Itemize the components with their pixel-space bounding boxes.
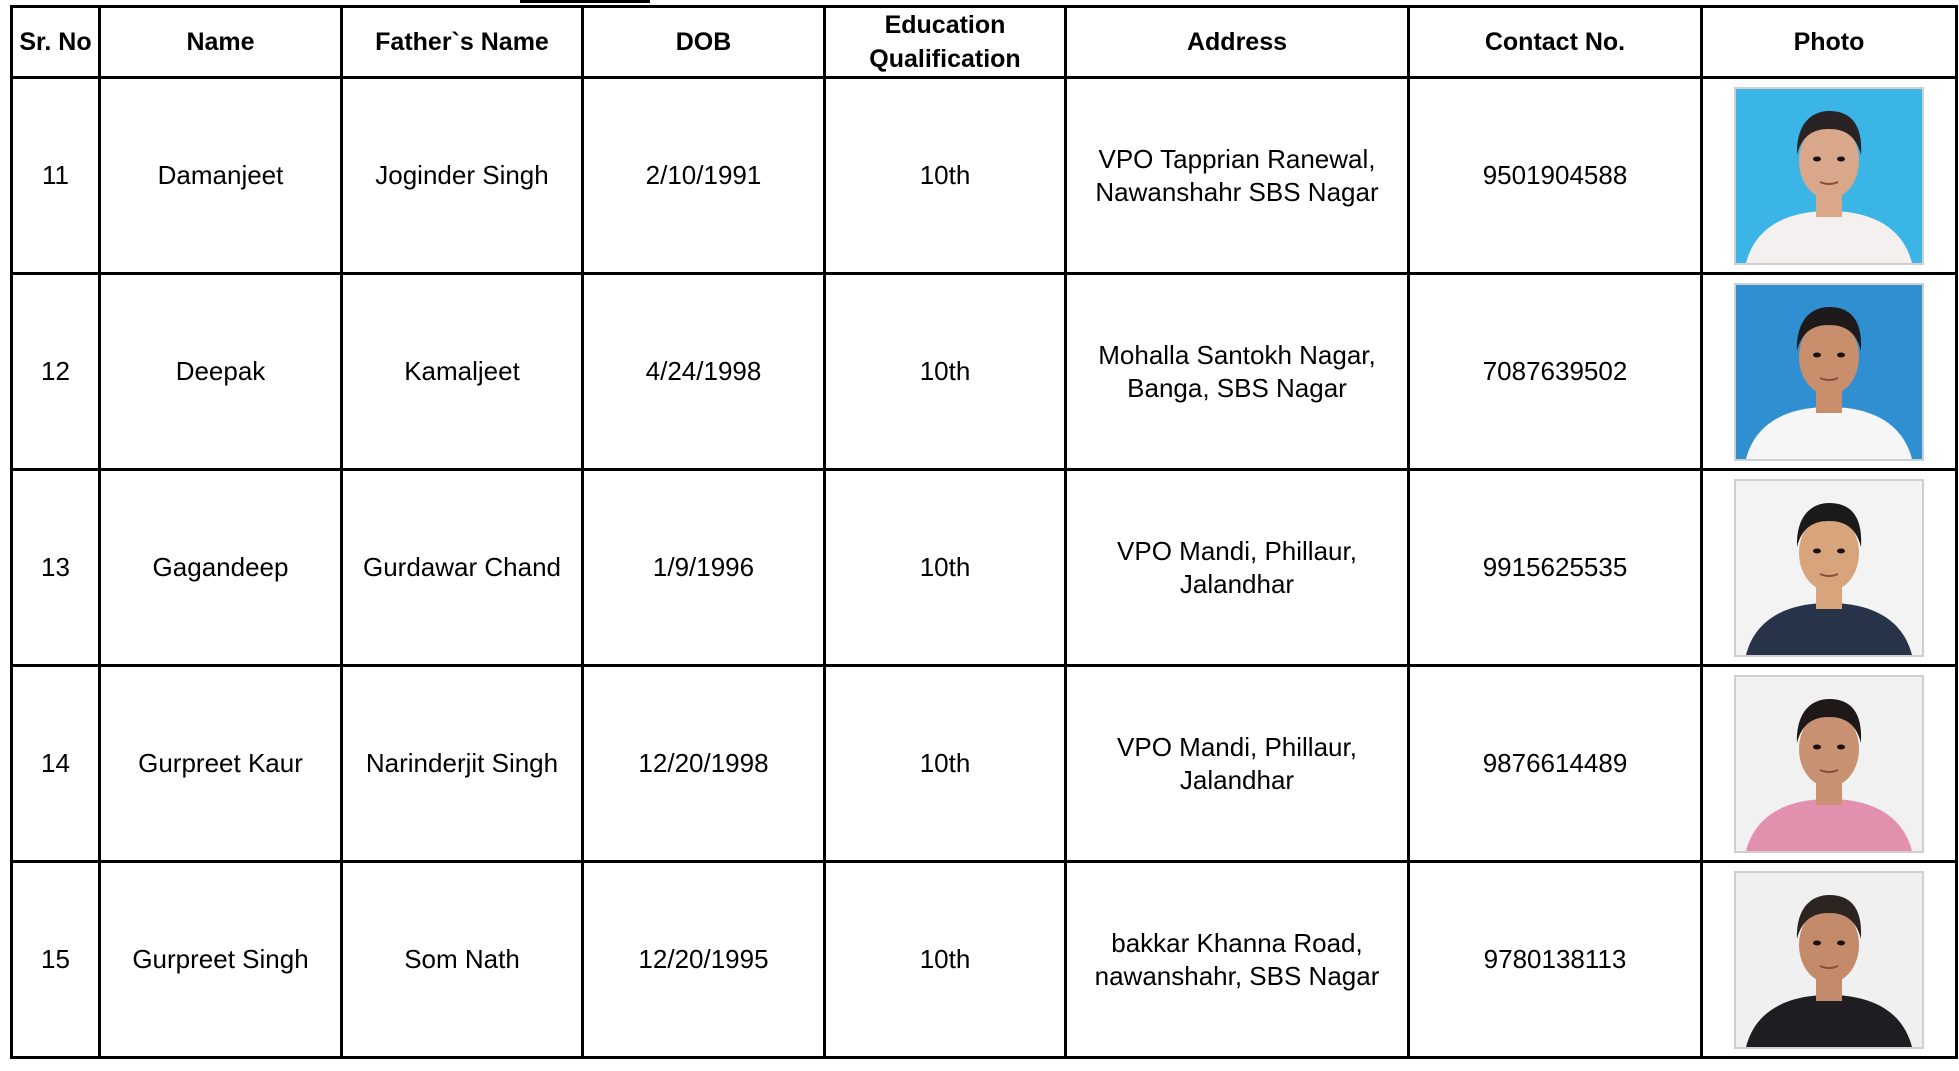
header-sr-no: Sr. No xyxy=(12,7,100,78)
name-cell: Deepak xyxy=(100,274,342,470)
father-name-cell: Som Nath xyxy=(342,862,583,1058)
header-dob: DOB xyxy=(583,7,825,78)
header-photo: Photo xyxy=(1702,7,1957,78)
sr-no-cell: 12 xyxy=(12,274,100,470)
photo-cell xyxy=(1702,862,1957,1058)
sr-no-cell: 11 xyxy=(12,78,100,274)
address-line2: Jalandhar xyxy=(1179,568,1295,599)
contact-cell: 9915625535 xyxy=(1409,470,1702,666)
portrait-photo-icon xyxy=(1734,283,1924,461)
photo-cell xyxy=(1702,666,1957,862)
education-cell: 10th xyxy=(825,862,1066,1058)
address-cell xyxy=(1066,862,1409,1058)
photo-cell xyxy=(1702,274,1957,470)
address-line2: Banga, SBS Nagar xyxy=(1127,372,1347,403)
table-row xyxy=(12,470,1957,666)
photo-cell xyxy=(1702,470,1957,666)
address-line2: nawanshahr, SBS Nagar xyxy=(1094,960,1380,991)
education-cell: 10th xyxy=(825,666,1066,862)
education-cell: 10th xyxy=(825,78,1066,274)
header-name: Name xyxy=(100,7,342,78)
portrait-photo-icon xyxy=(1734,87,1924,265)
address-cell xyxy=(1066,666,1409,862)
sr-no-cell: 14 xyxy=(12,666,100,862)
contact-cell: 9780138113 xyxy=(1409,862,1702,1058)
table-row xyxy=(12,666,1957,862)
header-row xyxy=(12,7,1957,78)
header-address: Address xyxy=(1066,7,1409,78)
table-row xyxy=(12,274,1957,470)
name-cell: Damanjeet xyxy=(100,78,342,274)
portrait-photo-icon xyxy=(1734,479,1924,657)
father-name-cell: Joginder Singh xyxy=(342,78,583,274)
table-row xyxy=(12,862,1957,1058)
contact-cell: 9876614489 xyxy=(1409,666,1702,862)
address-cell xyxy=(1066,78,1409,274)
header-education-line2: Qualification xyxy=(869,45,1021,73)
header-father-name: Father`s Name xyxy=(342,7,583,78)
address-line1: VPO Mandi, Phillaur, xyxy=(1117,731,1357,762)
portrait-photo-icon xyxy=(1734,675,1924,853)
education-cell: 10th xyxy=(825,470,1066,666)
dob-cell: 12/20/1998 xyxy=(583,666,825,862)
education-cell: 10th xyxy=(825,274,1066,470)
top-cropped-line xyxy=(520,0,650,3)
father-name-cell: Narinderjit Singh xyxy=(342,666,583,862)
name-cell: Gurpreet Kaur xyxy=(100,666,342,862)
dob-cell: 4/24/1998 xyxy=(583,274,825,470)
header-education-line1: Education xyxy=(884,11,1006,39)
header-education xyxy=(825,7,1066,78)
address-line2: Jalandhar xyxy=(1179,764,1295,795)
address-cell xyxy=(1066,470,1409,666)
dob-cell: 1/9/1996 xyxy=(583,470,825,666)
name-cell: Gurpreet Singh xyxy=(100,862,342,1058)
address-line1: Mohalla Santokh Nagar, xyxy=(1098,339,1376,370)
portrait-photo-icon xyxy=(1734,871,1924,1049)
dob-cell: 2/10/1991 xyxy=(583,78,825,274)
address-cell xyxy=(1066,274,1409,470)
father-name-cell: Gurdawar Chand xyxy=(342,470,583,666)
sr-no-cell: 15 xyxy=(12,862,100,1058)
table-row xyxy=(12,78,1957,274)
address-line1: VPO Tapprian Ranewal, xyxy=(1098,143,1376,174)
address-line2: Nawanshahr SBS Nagar xyxy=(1095,176,1379,207)
name-cell: Gagandeep xyxy=(100,470,342,666)
sr-no-cell: 13 xyxy=(12,470,100,666)
contact-cell: 7087639502 xyxy=(1409,274,1702,470)
address-line1: bakkar Khanna Road, xyxy=(1111,927,1363,958)
dob-cell: 12/20/1995 xyxy=(583,862,825,1058)
photo-cell xyxy=(1702,78,1957,274)
address-line1: VPO Mandi, Phillaur, xyxy=(1117,535,1357,566)
candidate-table xyxy=(10,5,1958,1059)
contact-cell: 9501904588 xyxy=(1409,78,1702,274)
header-contact: Contact No. xyxy=(1409,7,1702,78)
father-name-cell: Kamaljeet xyxy=(342,274,583,470)
